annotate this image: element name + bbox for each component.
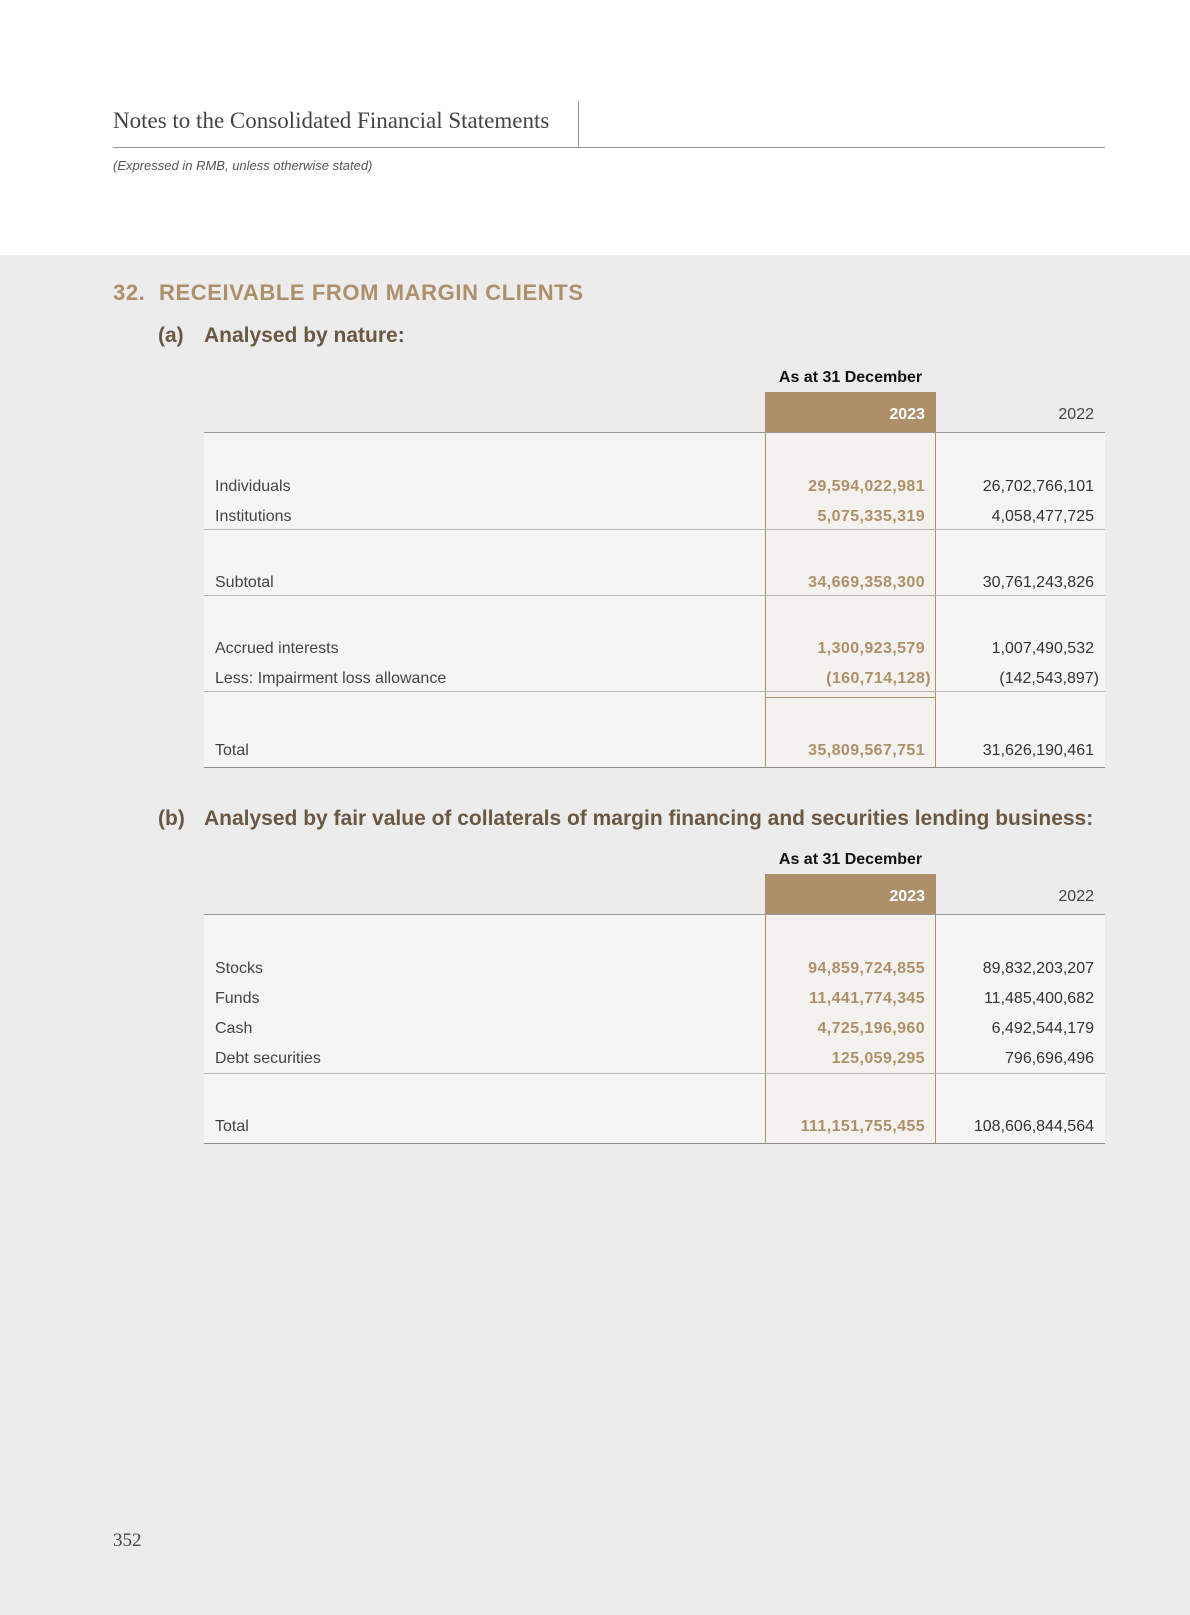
column-group-header: As at 31 December bbox=[778, 851, 923, 868]
subheading-a-label: (a) bbox=[158, 324, 184, 347]
value-2023: 1,300,923,579 bbox=[817, 640, 925, 657]
row-label: Institutions bbox=[215, 508, 292, 525]
value-2023: 35,809,567,751 bbox=[808, 742, 925, 759]
value-2022: 1,007,490,532 bbox=[991, 640, 1094, 657]
table-row-total bbox=[204, 736, 1105, 766]
row-label: Debt securities bbox=[215, 1050, 321, 1067]
value-2022: 6,492,544,179 bbox=[991, 1020, 1094, 1037]
page-number: 352 bbox=[113, 1530, 142, 1551]
value-2023: (160,714,128) bbox=[826, 670, 931, 687]
row-label: Stocks bbox=[215, 960, 264, 977]
column-header-2022: 2022 bbox=[1058, 888, 1094, 905]
subheading-b-title: Analysed by fair value of collaterals of margin financing and securities lending business: bbox=[204, 807, 1094, 830]
value-2022: 31,626,190,461 bbox=[982, 742, 1094, 759]
row-label: Accrued interests bbox=[215, 640, 339, 657]
value-2023: 5,075,335,319 bbox=[817, 508, 925, 525]
row-label: Funds bbox=[215, 990, 260, 1007]
value-2022: 30,761,243,826 bbox=[982, 574, 1094, 591]
total-rule bbox=[204, 1143, 1105, 1144]
table-row bbox=[204, 568, 1105, 598]
section-number: 32. bbox=[113, 280, 146, 305]
value-2023: 34,669,358,300 bbox=[808, 574, 925, 591]
value-2023: 94,859,724,855 bbox=[808, 960, 925, 977]
table-row bbox=[204, 1014, 1105, 1044]
table-row bbox=[204, 664, 1105, 694]
subheading-b-label: (b) bbox=[158, 807, 185, 830]
table-row bbox=[204, 954, 1105, 984]
table-row bbox=[204, 634, 1105, 664]
row-rule bbox=[204, 529, 1105, 530]
subheading-a bbox=[158, 324, 405, 348]
row-rule bbox=[204, 691, 1105, 692]
section-title-text: RECEIVABLE FROM MARGIN CLIENTS bbox=[159, 280, 584, 305]
section-title bbox=[113, 280, 584, 306]
value-2022: 26,702,766,101 bbox=[982, 478, 1094, 495]
value-2022: 796,696,496 bbox=[1005, 1050, 1094, 1067]
header-divider-horizontal bbox=[113, 147, 1105, 148]
column-header-2023: 2023 bbox=[765, 874, 936, 914]
row-label: Individuals bbox=[215, 478, 291, 495]
column-header-2023: 2023 bbox=[765, 392, 936, 432]
value-2022: 89,832,203,207 bbox=[982, 960, 1094, 977]
subheading-a-title: Analysed by nature: bbox=[204, 324, 405, 347]
value-2022: 4,058,477,725 bbox=[991, 508, 1094, 525]
table-row bbox=[204, 984, 1105, 1014]
value-2023: 11,441,774,345 bbox=[809, 990, 925, 1007]
table-body bbox=[204, 433, 1105, 698]
value-2022: 11,485,400,682 bbox=[983, 990, 1094, 1007]
table-row-total bbox=[204, 1112, 1105, 1142]
value-2022: 108,606,844,564 bbox=[973, 1118, 1094, 1135]
table-row bbox=[204, 472, 1105, 502]
table-row bbox=[204, 502, 1105, 532]
value-2023: 29,594,022,981 bbox=[808, 478, 925, 495]
value-2023: 111,151,755,455 bbox=[800, 1118, 925, 1135]
total-rule bbox=[204, 767, 1105, 768]
row-label: Cash bbox=[215, 1020, 253, 1037]
table-body bbox=[204, 915, 1105, 1074]
table-body-total bbox=[204, 1074, 1105, 1144]
value-2023: 125,059,295 bbox=[831, 1050, 925, 1067]
row-label: Total bbox=[215, 1118, 249, 1135]
value-2023: 4,725,196,960 bbox=[817, 1020, 925, 1037]
row-label: Total bbox=[215, 742, 249, 759]
row-rule bbox=[204, 595, 1105, 596]
value-2022: (142,543,897) bbox=[999, 670, 1099, 687]
table-row bbox=[204, 1044, 1105, 1074]
header-divider-vertical bbox=[578, 101, 579, 147]
row-label: Less: Impairment loss allowance bbox=[215, 670, 447, 687]
currency-note: (Expressed in RMB, unless otherwise stated) bbox=[113, 158, 373, 173]
subheading-b bbox=[158, 807, 1093, 831]
column-header-2022: 2022 bbox=[1058, 406, 1094, 423]
row-label: Subtotal bbox=[215, 574, 274, 591]
table-body-total bbox=[204, 698, 1105, 768]
column-group-header: As at 31 December bbox=[778, 369, 923, 386]
running-title: Notes to the Consolidated Financial Statements bbox=[113, 108, 550, 133]
